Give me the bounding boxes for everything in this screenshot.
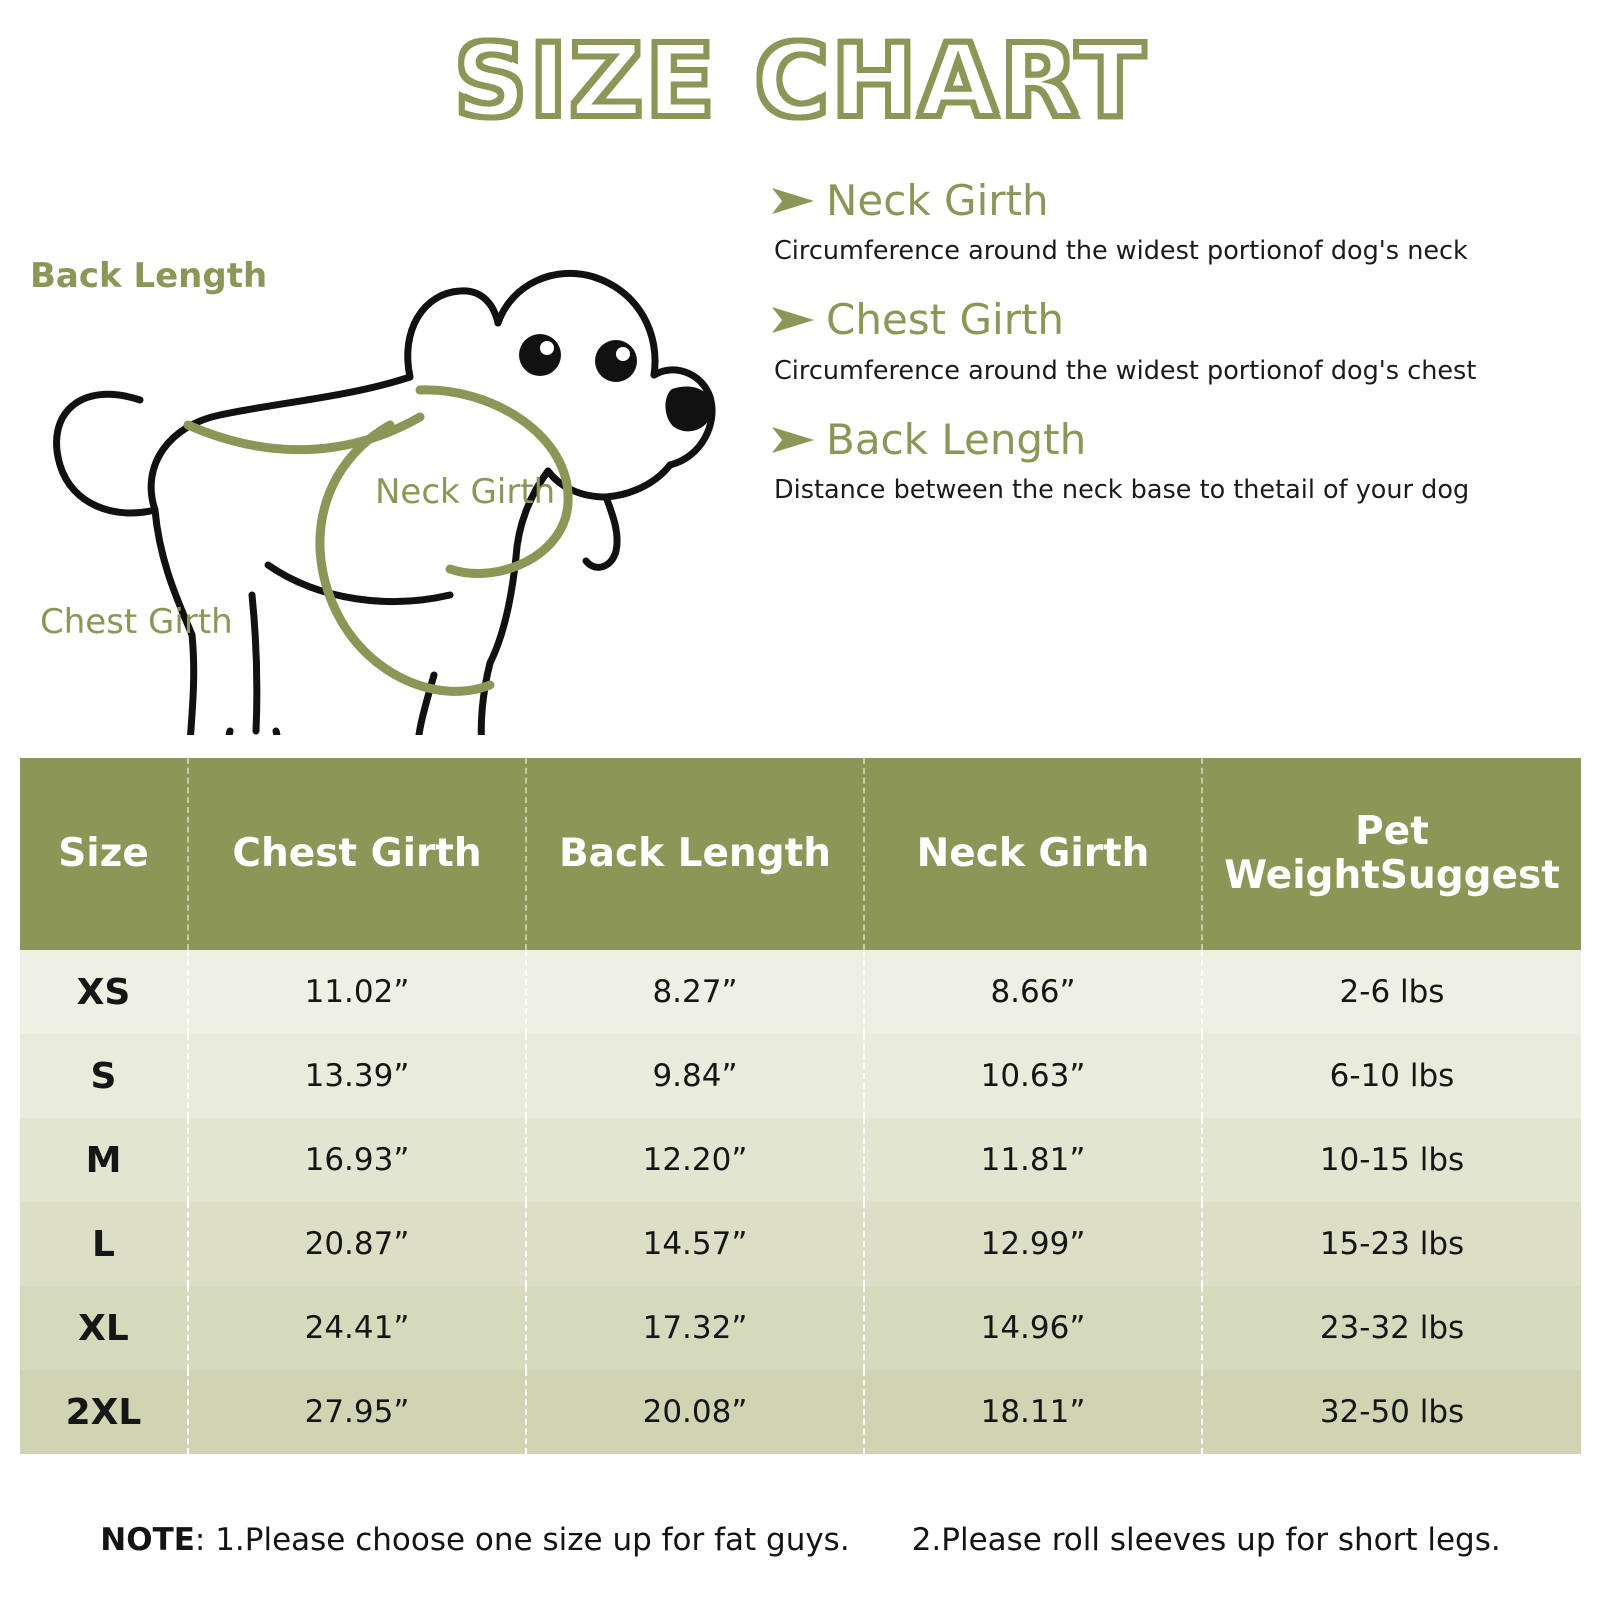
definition-chest-girth bbox=[770, 297, 1580, 388]
cell-size: XS bbox=[20, 950, 188, 1034]
table-row bbox=[20, 1118, 1581, 1202]
cell-back-length: 20.08” bbox=[526, 1370, 864, 1454]
note-text-2: 2.Please roll sleeves up for short legs. bbox=[911, 1522, 1501, 1558]
table-row bbox=[20, 950, 1581, 1034]
size-table bbox=[20, 758, 1581, 1454]
definition-heading bbox=[770, 297, 1580, 343]
cell-neck-girth: 18.11” bbox=[864, 1370, 1202, 1454]
cell-size: M bbox=[20, 1118, 188, 1202]
cell-chest-girth: 13.39” bbox=[188, 1034, 526, 1118]
note-footer bbox=[0, 1522, 1601, 1558]
label-back-length: Back Length bbox=[30, 256, 268, 296]
label-neck-girth: Neck Girth bbox=[375, 472, 556, 512]
cell-pet-weight: 6-10 lbs bbox=[1329, 1058, 1455, 1094]
table-row bbox=[20, 1370, 1581, 1454]
cell-size: S bbox=[20, 1034, 188, 1118]
column-header-chest-girth: Chest Girth bbox=[188, 758, 526, 950]
column-header-pet-weight: Pet WeightSuggest bbox=[1202, 758, 1581, 950]
table-header bbox=[20, 758, 1581, 950]
dog-measurement-illustration bbox=[20, 165, 750, 735]
cell-back-length: 12.20” bbox=[526, 1118, 864, 1202]
column-header-neck-girth: Neck Girth bbox=[864, 758, 1202, 950]
label-chest-girth: Chest Girth bbox=[40, 602, 233, 642]
page-title: SIZE CHART bbox=[453, 22, 1148, 141]
cell-pet-weight: 23-32 lbs bbox=[1319, 1310, 1465, 1346]
note-text-1: : 1.Please choose one size up for fat guys. bbox=[194, 1522, 850, 1558]
column-header-size: Size bbox=[20, 758, 188, 950]
table-header-row bbox=[20, 758, 1581, 950]
cell-chest-girth: 11.02” bbox=[188, 950, 526, 1034]
cell-neck-girth: 11.81” bbox=[864, 1118, 1202, 1202]
definition-neck-girth bbox=[770, 178, 1580, 269]
cell-chest-girth: 27.95” bbox=[188, 1370, 526, 1454]
table-row bbox=[20, 1286, 1581, 1370]
definition-heading bbox=[770, 178, 1580, 224]
arrow-right-icon bbox=[770, 184, 816, 218]
cell-neck-girth: 10.63” bbox=[864, 1034, 1202, 1118]
cell-back-length: 9.84” bbox=[526, 1034, 864, 1118]
cell-chest-girth: 24.41” bbox=[188, 1286, 526, 1370]
cell-size: 2XL bbox=[20, 1370, 188, 1454]
definition-body: Distance between the neck base to thetail of your dog bbox=[774, 474, 1470, 505]
cell-chest-girth: 20.87” bbox=[188, 1202, 526, 1286]
definition-heading bbox=[770, 414, 1580, 464]
cell-neck-girth: 8.66” bbox=[864, 950, 1202, 1034]
size-table-container bbox=[20, 758, 1581, 1454]
definition-body: Circumference around the widest portionof dog's neck bbox=[774, 236, 1468, 267]
column-header-back-length: Back Length bbox=[526, 758, 864, 950]
definition-title: Neck Girth bbox=[826, 176, 1049, 225]
definition-title: Back Length bbox=[826, 414, 1087, 464]
definitions-panel bbox=[770, 178, 1580, 508]
cell-pet-weight: 2-6 lbs bbox=[1339, 974, 1445, 1010]
cell-size: L bbox=[20, 1202, 188, 1286]
definition-body: Circumference around the widest portionof dog's chest bbox=[774, 355, 1477, 386]
cell-neck-girth: 12.99” bbox=[864, 1202, 1202, 1286]
cell-back-length: 8.27” bbox=[526, 950, 864, 1034]
arrow-right-icon bbox=[770, 303, 816, 337]
cell-back-length: 14.57” bbox=[526, 1202, 864, 1286]
cell-back-length: 17.32” bbox=[526, 1286, 864, 1370]
cell-pet-weight: 15-23 lbs bbox=[1319, 1226, 1465, 1262]
cell-size: XL bbox=[20, 1286, 188, 1370]
table-body bbox=[20, 950, 1581, 1454]
definition-title: Chest Girth bbox=[826, 295, 1065, 345]
table-row bbox=[20, 1034, 1581, 1118]
arrow-right-icon bbox=[770, 423, 816, 457]
cell-neck-girth: 14.96” bbox=[864, 1286, 1202, 1370]
definition-back-length bbox=[770, 414, 1580, 508]
cell-chest-girth: 16.93” bbox=[188, 1118, 526, 1202]
cell-pet-weight: 10-15 lbs bbox=[1319, 1142, 1465, 1178]
cell-pet-weight: 32-50 lbs bbox=[1319, 1394, 1465, 1430]
note-label: NOTE bbox=[100, 1522, 195, 1558]
table-row bbox=[20, 1202, 1581, 1286]
